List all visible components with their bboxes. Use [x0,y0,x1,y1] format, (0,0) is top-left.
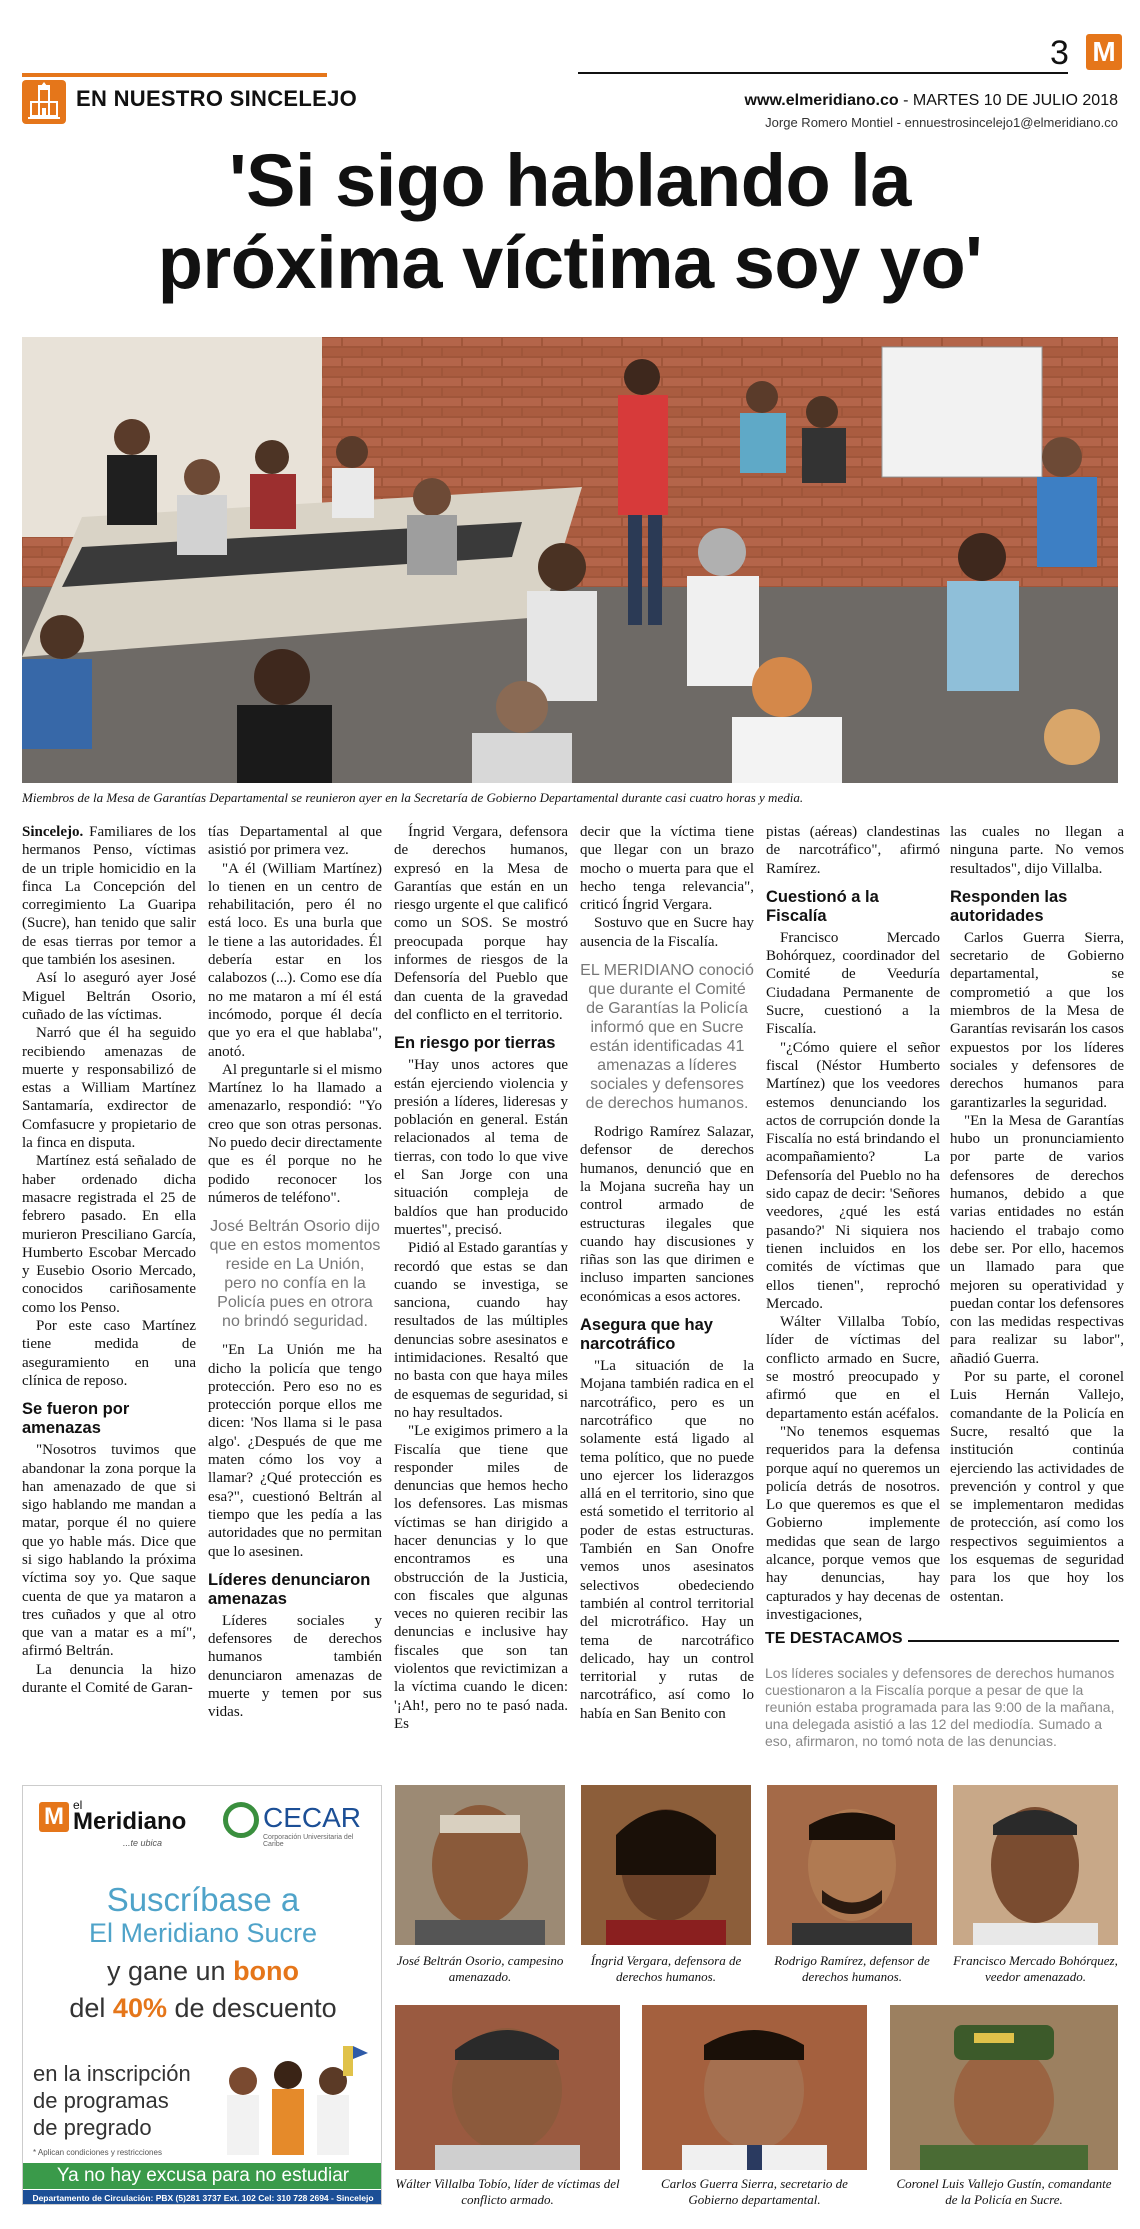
subheading: Líderes denunciaron amenazas [208,1570,371,1608]
article-column-4 [580,823,754,1723]
pull-quote-source: EL MERIDIANO [580,962,695,980]
article-paragraph: "La situación de la Mojana también radica en el narcotráfico, pero es un narcotráfico que no solamente está ligado al tema político, que no puede uno ejercer los liderazgos allá en el territorio, sino que está sometido el territorio al poder de estas estructuras. También en San Onofre vemos unos asesinatos selectivos obedeciendo también al control territorial del microtráfico. Hay un tema de narcotráfico delicado, hay un control territorial y rutas de narcotráfico, así como lo había en San Benito con [580,1358,754,1722]
article-column-5 [766,823,940,1624]
cecar-name: CECAR [263,1802,362,1833]
article-paragraph: "En La Unión me ha dicho la policía que tengo protección. Pero eso no es protección porque ellos me dicen: 'Nos llama si le pasa algo'. ¿Después de que me maten cómo los voy a llamar? ¿Qué protección es esa?", cuestionó Beltrán al tiempo que les pedía a las autoridades que no permitan que lo asesinen. [208,1342,382,1560]
portrait-photo [395,2005,620,2170]
portrait-caption: José Beltrán Osorio, campesino amenazado. [396,1953,564,1984]
headline-line-1: 'Si sigo hablando la [229,139,911,222]
article-paragraph: Pidió al Estado garantías y recordó que estas se dan cuando se investiga, se sanciona, cuando hay resultados de las múltiples denuncias sobre asesinatos e intimidaciones. Resaltó que no basta con que haya miles de esquemas de seguridad, si no hay resultados. [394,1240,568,1421]
ad-students-photo [203,2041,373,2161]
ad-offer-2: del 40% de descuento [69,1993,337,2023]
article-paragraph: Martínez está señalado de haber ordenado dicha masacre registrada el 25 de febrero pasado. En ella murieron Presciliano García, Humberto Escobar Mercado y Eusebio Osorio Mercado, conocidos cariñosamente como los Penso. [22,1153,196,1316]
issue-date: - MARTES 10 DE JULIO 2018 [898,92,1118,109]
destacamos-text: Los líderes sociales y defensores de derechos humanos cuestionaron a la Fiscalía porque a pesar de que la reunión estaba programada para las 9:00 de la mañana, una delegada asistió a las 12 del mediodía. Sumado a eso, afirmaron, no tomó nota de las denuncias. [765,1665,1115,1749]
article-paragraph: pistas (aéreas) clandestinas de narcotráfico", afirmó Ramírez. [766,824,940,877]
dateline: Sincelejo. [22,824,84,840]
article-paragraph: Por su parte, el coronel Luis Hernán Vallejo, comandante de la Policía en Sucre, resaltó que la institución continúa ejerciendo las actividades de prevención y control y que se implementaron medidas de protección, así como los respectivos seguimientos a los esquemas de seguridad para los que hoy los ostentan. [950,1369,1124,1605]
article-paragraph: Íngrid Vergara, defensora de derechos humanos, expresó en la Mesa de Garantías que están en un riesgo urgente el que calificó como un SOS. Se mostró preocupada porque hay informes de riesgos de la Defensoría del Pueblo que dan cuenta de la gravedad del conflicto en el territorio. [394,824,568,1023]
meridiano-logo-icon: M [1086,34,1122,70]
ad-body-2: de programas [33,2088,169,2113]
article-paragraph: La denuncia la hizo durante el Comité de Garan- [22,1661,196,1697]
meridiano-logo-icon: M [39,1802,69,1832]
pull-quote: EL MERIDIANO conoció que durante el Comité de Garantías la Policía informó que en Sucre están identificadas 41 amenazas a líderes sociales y defensores de derechos humanos. [580,962,754,1113]
ad-logo-name: Meridiano [73,1808,187,1835]
headline-line-2: próxima víctima soy yo' [157,221,983,304]
article-paragraph: "Hay unos actores que están ejerciendo violencia y presión a líderes, lideresas y población en general. Están relacionados al tema de tierras, con todo lo que vive el San Jorge con una situación compleja de baldíos que han producido muertes", precisó. [394,1057,568,1238]
article-paragraph: decir que la víctima tiene que llegar con un brazo mocho o muerta para que el hecho tenga relevancia", criticó Íngrid Vergara. [580,824,754,914]
portrait-photo [953,1785,1118,1945]
portrait-photo [581,1785,751,1945]
article-paragraph: "En la Mesa de Garantías hubo un pronunciamiento por parte de varios defensores de derechos humanos, debido a que varias entidades no están haciendo el trabajo como debe ser. Por ello, hacemos un llamado para que mejoren su operatividad y puedan contar los defensores con las medidas respectivas para realizar su labor", añadió Guerra. [950,1112,1124,1367]
site-url[interactable]: www.elmeridiano.co [744,92,899,109]
header-rule [578,72,1068,74]
article-column-3 [394,823,568,1733]
portrait-caption: Íngrid Vergara, defensora de derechos humanos. [590,1953,742,1984]
article-paragraph: Así lo aseguró ayer José Miguel Beltrán Osorio, cuñado de las víctimas. [22,970,196,1023]
article-paragraph: Sincelejo. Familiares de los hermanos Penso, víctimas de un triple homicidio en la finca La Concepción del corregimiento La Guaripa (Sucre), han tenido que salir de esas tierras por temor a que también los asesinen. [22,824,196,969]
cecar-logo-icon [223,1802,259,1838]
portrait-photo [395,1785,565,1945]
article-paragraph: tías Departamental al que asistió por primera vez. [208,824,382,859]
article-column-1 [22,823,196,1697]
article-paragraph: Por este caso Martínez tiene medida de aseguramiento en una clínica de reposo. [22,1318,196,1389]
section-rule [22,73,327,77]
subheading: Cuestionó a la Fiscalía [766,887,879,925]
date-line [745,92,1118,110]
ad-logo-prefix: el [73,1798,83,1812]
article-paragraph: "Le exigimos primero a la Fiscalía que tiene que responder miles de denuncias que hemos hecho los defensores. Las mismas víctimas se han dirigido a hacer denuncias y lo que encontramos es una obstrucción de la Justicia, con fiscales que algunas veces no quieren recibir las denuncias e inclusive hay fiscales que son tan violentos que revictimizan a la víctima cuando le dicen: '¡Ah!, pero no te pasó nada. Es [394,1423,568,1732]
article-paragraph: Al preguntarle si el mismo Martínez lo ha llamado a amenazarlo, respondió: "Yo creo que son otras personas. No puedo decir directamente que es él porque no he podido reconocer los números de teléfono". [208,1061,382,1206]
ad-headline-2: El Meridiano Sucre [88,1918,318,1948]
portrait-photo [890,2005,1118,2170]
portrait-photo [767,1785,937,1945]
article-paragraph: las cuales no llegan a ninguna parte. No vemos resultados", dijo Villalba. [950,824,1124,877]
article-paragraph: Carlos Guerra Sierra, secretario de Gobierno departamental, se comprometió a que los miembros de la Mesa de Garantías revisarán los casos expuestos por los líderes sociales y defensores de derechos humanos para garantizarles la seguridad. [950,929,1124,1111]
article-paragraph: Líderes sociales y defensores de derechos humanos también denunciaron amenazas de muerte y temen por sus vidas. [208,1612,382,1721]
portrait-caption: Coronel Luis Vallejo Gustín, comandante de la Policía en Sucre. [896,2176,1112,2207]
subheading: Se fueron por amenazas [22,1400,130,1438]
byline: Jorge Romero Montiel - ennuestrosincelejo1@elmeridiano.co [765,115,1118,130]
page-number: 3 [1050,34,1069,72]
portrait-caption: Francisco Mercado Bohórquez, veedor amenazado. [953,1953,1118,1984]
article-paragraph: Wálter Villalba Tobío, líder de víctimas del conflicto armado en Sucre, se mostró preocupado y afirmó que en el departamento están acéfalos. [766,1314,940,1422]
cathedral-icon [22,80,66,124]
ad-disclaimer: * Aplican condiciones y restricciones [33,2148,162,2157]
subheading: En riesgo por tierras [394,1034,556,1053]
section-title: EN NUESTRO SINCELEJO [76,86,358,111]
portrait-caption: Carlos Guerra Sierra, secretario de Gobierno departamental. [661,2176,848,2207]
cecar-subtitle: Corporación Universitaria del Caribe [263,1834,354,1848]
article-column-6 [950,823,1124,1606]
destacamos-title: TE DESTACAMOS [765,1630,908,1648]
article-paragraph: Narró que él ha seguido recibiendo amenazas de muerte y responsabilizó de estas a William Martínez Santamaría, exdirector de Comfasucre y propietario de la finca en disputa. [22,1025,196,1152]
portrait-photo [642,2005,867,2170]
article-paragraph: Rodrigo Ramírez Salazar, defensor de derechos humanos, denunció que en la Mojana sucreña hay un control armado de estructuras ilegales que cuando hay discusiones y riñas son las que dirimen e incluso imparten sanciones económicas a esos actores. [580,1124,754,1305]
portrait-caption: Wálter Villalba Tobío, líder de víctimas del conflicto armado. [395,2176,620,2207]
ad-headline-1: Suscríbase a [106,1881,300,1918]
pull-quote: José Beltrán Osorio dijo que en estos momentos reside en La Unión, pero no confía en la Policía pues en otrora no brindó seguridad. [209,1218,381,1331]
article-paragraph: "No tenemos esquemas requeridos para la defensa porque aquí no queremos un policía detrás de nosotros. Lo que queremos es que el Gobierno implemente medidas que sean de largo alcance, porque vemos que hay denuncias, hay capturados y hay decenas de investigaciones, [766,1423,940,1623]
article-paragraph: "¿Cómo quiere el señor fiscal (Néstor Humberto Martínez) que los veedores estemos denunciando los actos de corrupción donde la Fiscalía no está brindando el acompañamiento? La Defensoría del Pueblo no ha sido capaz de decir: 'Señores veedores, ¿qué les está pasando?' Ni siquiera nos tienen incluidos en los comités de víctimas que ellos tienen", reprochó Mercado. [766,1039,940,1312]
ad-contact-bar: Departamento de Circulación: PBX (5)281 3737 Ext. 102 Cel: 310 728 2694 - Sincelejo [23,2190,382,2205]
ad-slogan-bar: Ya no hay excusa para no estudiar [23,2163,382,2189]
subheading: Responden las autoridades [950,887,1068,925]
article-paragraph: Sostuvo que en Sucre hay ausencia de la Fiscalía. [580,915,754,950]
subheading: Asegura que hay narcotráfico [580,1316,713,1354]
ad-body-1: en la inscripción [33,2061,191,2086]
main-photo [22,337,1118,783]
article-paragraph: "Nosotros tuvimos que abandonar la zona porque la han amenazado de que si sigo hablando me mandan a matar, porque él no quiere que yo hable más. Dice que si sigo hablando la próxima víctima soy yo. Que saque cuenta de que ya mataron a tres cuñados y que al otro que van a matar es a mí", afirmó Beltrán. [22,1442,196,1660]
ad-offer-1: y gane un bono [106,1956,300,1986]
ad-logo-tagline: ...te ubica [123,1838,163,1848]
article-column-2 [208,823,382,1722]
photo-caption: Miembros de la Mesa de Garantías Departamental se reunieron ayer en la Secretaría de Gobierno Departamental durante casi cuatro horas y media. [22,790,804,805]
ad-body-3: de pregrado [33,2115,152,2140]
portrait-caption: Rodrigo Ramírez, defensor de derechos humanos. [774,1953,930,1984]
headline [22,140,1118,304]
article-paragraph: Francisco Mercado Bohórquez, coordinador del Comité de Veeduría Ciudadana Permanente de Sucre, cuestionó a la Fiscalía. [766,929,940,1038]
article-paragraph: "A él (William Martínez) lo tienen en un centro de rehabilitación, pero él no está loco. Es una burla que le tiene a las autoridades. Él debería estar en los calabozos (...). Como ese día no me mataron a mí él está incómodo, porque él decía que yo era el que hablaba", anotó. [208,860,382,1060]
subscription-ad[interactable] [22,1785,382,2205]
